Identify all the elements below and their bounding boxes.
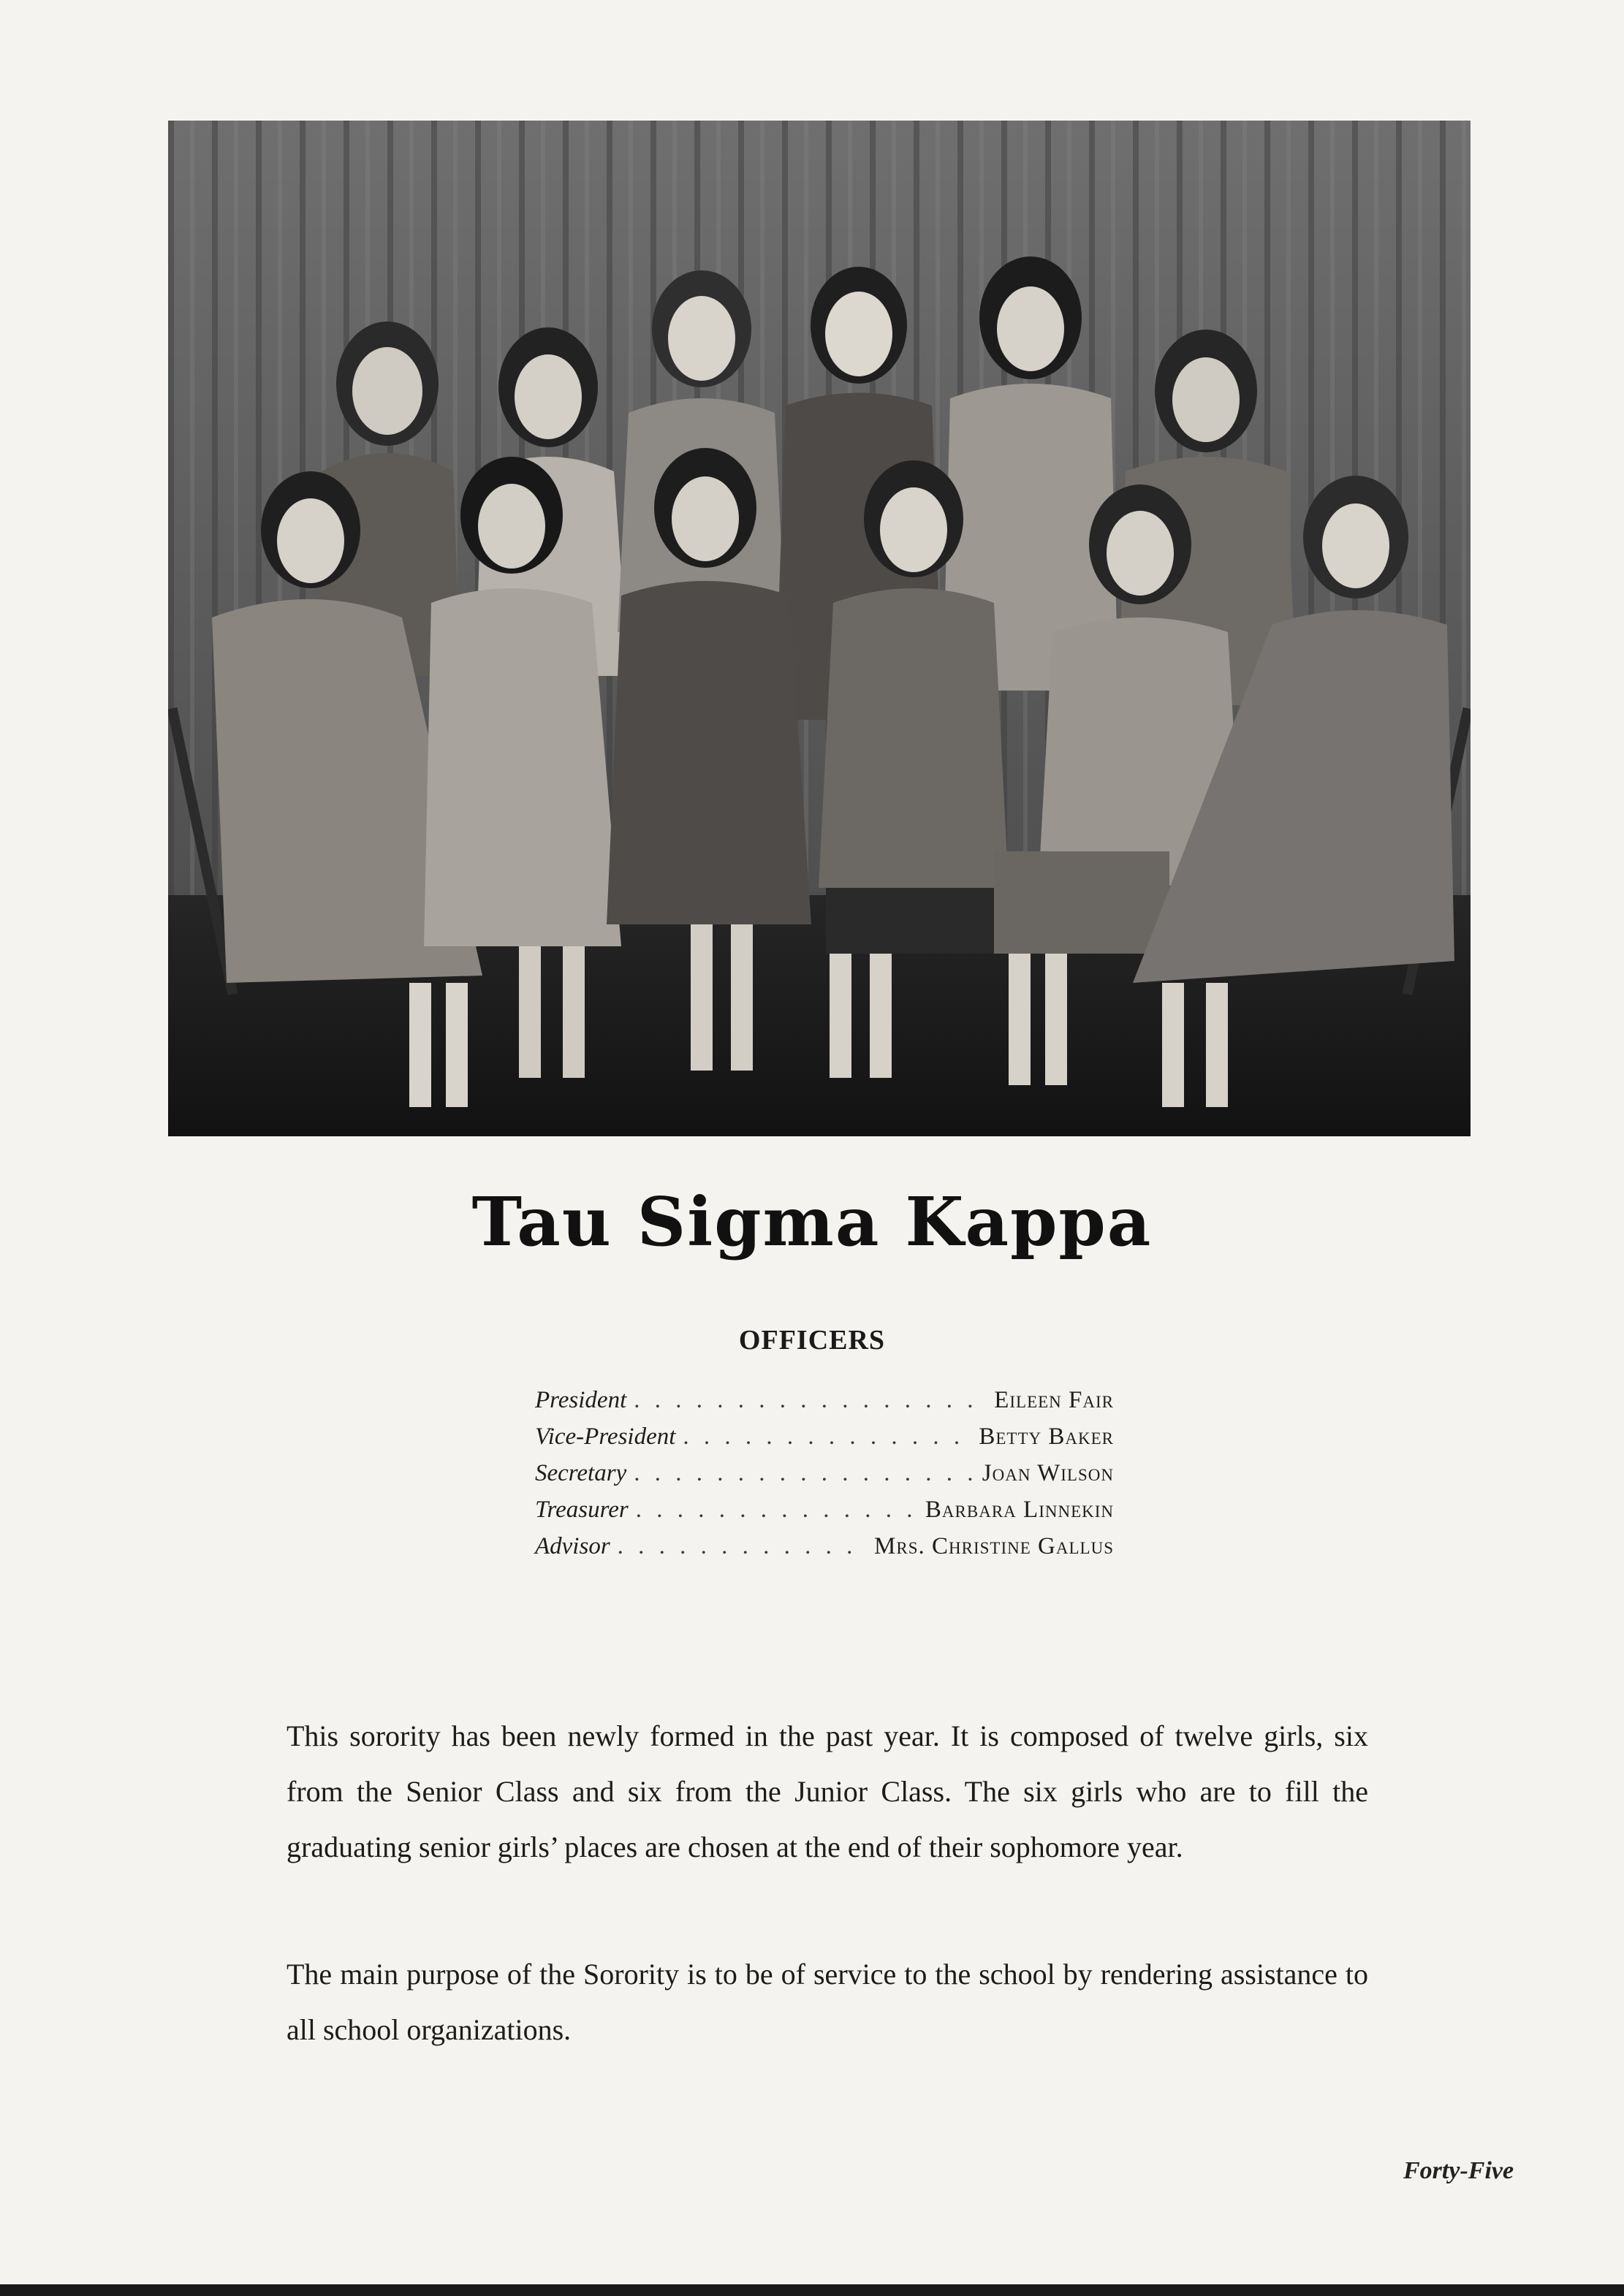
- officer-row-advisor: [535, 1533, 1114, 1570]
- leader-dots: [634, 1387, 987, 1414]
- officers-heading: OFFICERS: [738, 1325, 886, 1356]
- body-paragraph: The main purpose of the Sorority is to be of service to the school by rendering assistance to all school organizations.: [287, 1958, 1368, 2046]
- page-number: Forty-Five: [1403, 2157, 1514, 2184]
- officer-row-secretary: [535, 1460, 1114, 1497]
- officer-name: Betty Baker: [979, 1423, 1114, 1450]
- leader-dots: [634, 1460, 975, 1487]
- officer-title: Vice-President: [535, 1423, 676, 1450]
- officer-name: Eileen Fair: [994, 1387, 1114, 1413]
- leader-dots: [636, 1497, 918, 1524]
- leader-dots: [618, 1533, 867, 1560]
- officer-row-vice-president: [535, 1423, 1114, 1460]
- officer-name: Joan Wilson: [982, 1460, 1114, 1486]
- page-title: Tau Sigma Kappa: [471, 1182, 1153, 1261]
- officer-name: Mrs. Christine Gallus: [874, 1533, 1114, 1559]
- group-photo: [168, 121, 1471, 1136]
- page-edge: [0, 2284, 1624, 2296]
- officer-row-treasurer: [535, 1497, 1114, 1533]
- officers-list: [535, 1387, 1114, 1570]
- officer-title: Treasurer: [535, 1497, 629, 1523]
- officer-title: Advisor: [535, 1533, 610, 1559]
- officer-row-president: [535, 1387, 1114, 1423]
- body-paragraph: This sorority has been newly formed in the past year. It is composed of twelve girls, six from the Senior Class and six from the Junior Class. The six girls who are to fill the graduating senior girls’ places are chosen at the end of their sophomore year.: [287, 1719, 1368, 1863]
- officer-name: Barbara Linnekin: [925, 1497, 1114, 1523]
- leader-dots: [683, 1423, 971, 1451]
- officer-title: President: [535, 1387, 627, 1413]
- officer-title: Secretary: [535, 1460, 627, 1486]
- group-photo-image: [168, 121, 1471, 1136]
